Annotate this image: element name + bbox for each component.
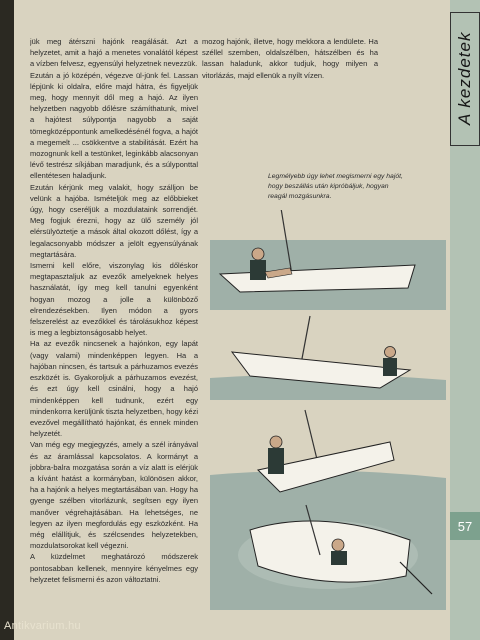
chapter-title: A kezdetek — [455, 31, 474, 125]
book-page — [14, 0, 480, 640]
chapter-side-band — [450, 0, 480, 640]
figure-boat-top-view — [210, 500, 446, 610]
paragraph: Ezután a jó középén, végezve ül-jünk fel. Lassan lépjünk ki oldalra, előre majd hátra, és figyeljük meg, hogy mennyit dől meg a hajó. Az ilyen helyzetben nagyobb dőlésre számíthatunk, mivel a hajótest súlypontja nagyobb a saját tömegközéppontunk amelkedésénél fogva, a hajót a megemelt ... csökkentve a stabilitását. Ezért ha mozognunk kell a testünket, leginkább alacsonyan lévő testrész síkjában maradjunk, és a súlyponttal ellentétesen haladjunk. — [30, 70, 198, 181]
page-number: 57 — [450, 512, 480, 540]
paragraph: Ismerni kell előre, viszonylag kis dőléskor megtapasztaljuk az evezők amelyeknek helyes használatát, így meg kell tanulni egyenként hogyan mozog a jolle a különböző elrendezésekben. Ilyen módon a gyors felszerelést az evezőkkel és tárolásukhoz képest is meg a legbiztonságosabb helyet. — [30, 261, 198, 338]
watermark: Antikvarium.hu — [4, 620, 81, 632]
illustration-panel — [210, 210, 446, 610]
paragraph: Ezután kérjünk meg valakit, hogy szálljon be velünk a hajóba. Ismételjük meg az előbbieket úgy, hogy cseréljük a mozdulataink sorrendjét. Meg fogjuk érezni, hogy az ülő személy jól elérsülyöztetje a mások által okozott dőlést, így a legalacsonyabb módszer a jelölt egyensúlyának megtartására. — [30, 182, 198, 259]
figure-caption: Legmélyebb úgy lehet megismerni egy hajót, hogy beszállás után kipróbáljuk, hogyan reagál mozgásunkra. — [268, 173, 403, 200]
paragraph: A küzdelmet meghatározó módszerek pontosabban kellenek, mennyire kényelmes egy helyzetet felismerni és azon változtatni. — [30, 552, 198, 584]
right-text-column — [202, 36, 378, 92]
figure-boat-stepping — [210, 310, 446, 400]
figure-boat-mast — [210, 400, 446, 500]
paragraph: Ha az evezők nincsenek a hajónkon, egy lapát (vagy valami) mindenképpen legyen. Ha a hajóban nincsen, és tartsuk a párhuzamos evezés eszközét is. Gyakoroljuk a párhuzamos evezést, és ezt úgy kell csinálni, hogy a hajó mindenképpen kell tudnunk, ezért egy mindenkorra kerüljünk tiszta helyzetben, hogy kézi evezővel megállítható hajónkat, és ennek minden helyzetét. — [30, 339, 198, 439]
paragraph: Van még egy megjegyzés, amely a szél irányával és az áramlással kapcsolatos. A kormányt a jobbra-balra mozgatása során a víz alatt is elérjük a kívánt hatást a kormányban, különösen akkor, ha a hajónk a helyes megtartásában van. Hogy ha gyenge szélben vitorlázunk, segítsen egy ilyen manőver végrehajtásában. Ha lehetséges, ne legyen az ilyen megfordulás egy eszközként. Ha még elállítjuk, és szélcsendes helyzetekben, mozdulatsorokat kell végezni. — [30, 440, 198, 551]
paragraph: mozog hajónk, illetve, hogy mekkora a lendülete. Ha széllel szemben, oldalszélben, hátszélben és ha lassan haladunk, akkor tudjuk, hogy milyen a vitorlázás, majd ellenük a nyílt vízen. — [202, 37, 378, 80]
left-text-column — [30, 36, 198, 612]
paragraph: jük meg átérszni hajónk reagálását. Azt a helyzetet, amit a hajó a menetes vonalától képest a vízben felvesz, egyensúlyi helyzetnek nevezzük. — [30, 37, 198, 69]
